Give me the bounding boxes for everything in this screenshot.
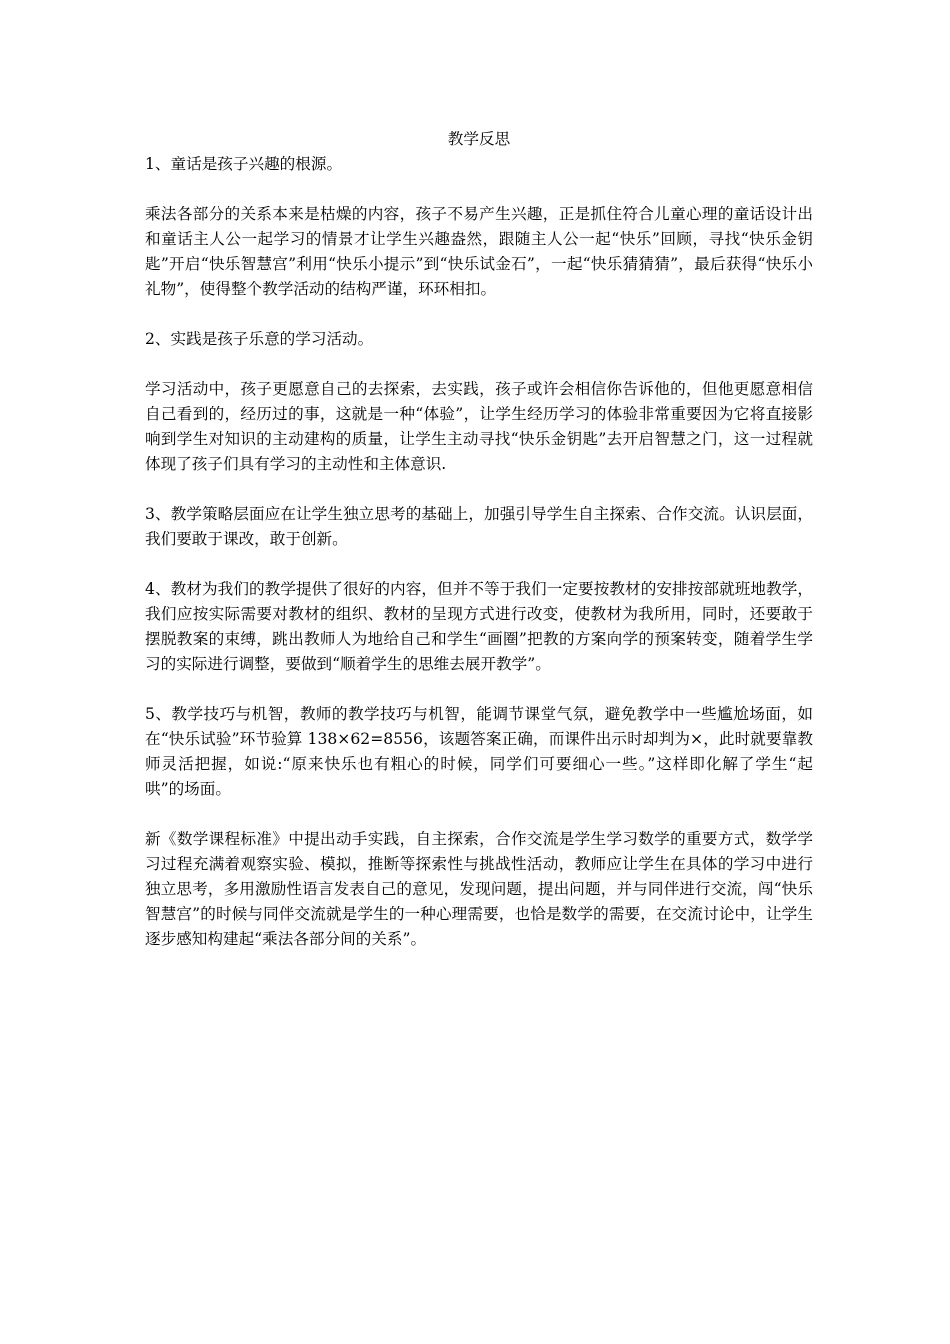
paragraph-gap	[145, 552, 813, 577]
paragraph-gap	[145, 802, 813, 827]
paragraph-1: 乘法各部分的关系本来是枯燥的内容，孩子不易产生兴趣，正是抓住符合儿童心理的童话设计出和童话主人公一起学习的情景才让学生兴趣盎然，跟随主人公一起“快乐”回顾，寻找“快乐金钥匙”开启“快乐智慧宫”利用“快乐小提示”到“快乐试金石”，一起“快乐猜猜猜”，最后获得“快乐小礼物”，使得整个教学活动的结构严谨，环环相扣。	[145, 205, 813, 298]
heading-1: 1、童话是孩子兴趣的根源。	[145, 155, 343, 173]
paragraph-2: 学习活动中，孩子更愿意自己的去探索，去实践，孩子或许会相信你告诉他的，但他更愿意相信自己看到的，经历过的事，这就是一种“体验”，让学生经历学习的体验非常重要因为它将直接影响到学生对知识的主动建构的质量，让学生主动寻找“快乐金钥匙”去开启智慧之门，这一过程就体现了孩子们具有学习的主动性和主体意识.	[145, 380, 813, 473]
paragraph-5: 5、教学技巧与机智，教师的教学技巧与机智，能调节课堂气氛，避免教学中一些尴尬场面，如在“快乐试验”环节验算 138×62=8556，该题答案正确，而课件出示时却判为×，此时就要靠教师灵活把握，如说:“原来快乐也有粗心的时候，同学们可要细心一些。”这样即化解了学生“起哄”的场面。	[145, 705, 813, 798]
document-page	[145, 127, 813, 952]
paragraph-gap	[145, 352, 813, 377]
paragraph-4: 4、教材为我们的教学提供了很好的内容，但并不等于我们一定要按教材的安排按部就班地教学，我们应按实际需要对教材的组织、教材的呈现方式进行改变，使教材为我所用，同时，还要敢于摆脱教案的束缚，跳出教师人为地给自己和学生“画圈”把教的方案向学的预案转变，随着学生学习的实际进行调整，要做到“顺着学生的思维去展开教学”。	[145, 580, 813, 673]
paragraph-6: 新《数学课程标准》中提出动手实践，自主探索，合作交流是学生学习数学的重要方式，数学学习过程充满着观察实验、模拟，推断等探索性与挑战性活动，教师应让学生在具体的学习中进行独立思考，多用激励性语言发表自己的意见，发现问题，提出问题，并与同伴进行交流，闯“快乐智慧宫”的时候与同伴交流就是学生的一种心理需要，也恰是数学的需要，在交流讨论中，让学生逐步感知构建起“乘法各部分间的关系”。	[145, 830, 813, 948]
paragraph-gap	[145, 302, 813, 327]
paragraph-gap	[145, 477, 813, 502]
paragraph-3: 3、教学策略层面应在让学生独立思考的基础上，加强引导学生自主探索、合作交流。认识层面，我们要敢于课改，敢于创新。	[145, 505, 813, 548]
document-title: 教学反思	[447, 130, 511, 148]
paragraph-gap	[145, 677, 813, 702]
heading-2: 2、实践是孩子乐意的学习活动。	[145, 330, 374, 348]
paragraph-gap	[145, 177, 813, 202]
